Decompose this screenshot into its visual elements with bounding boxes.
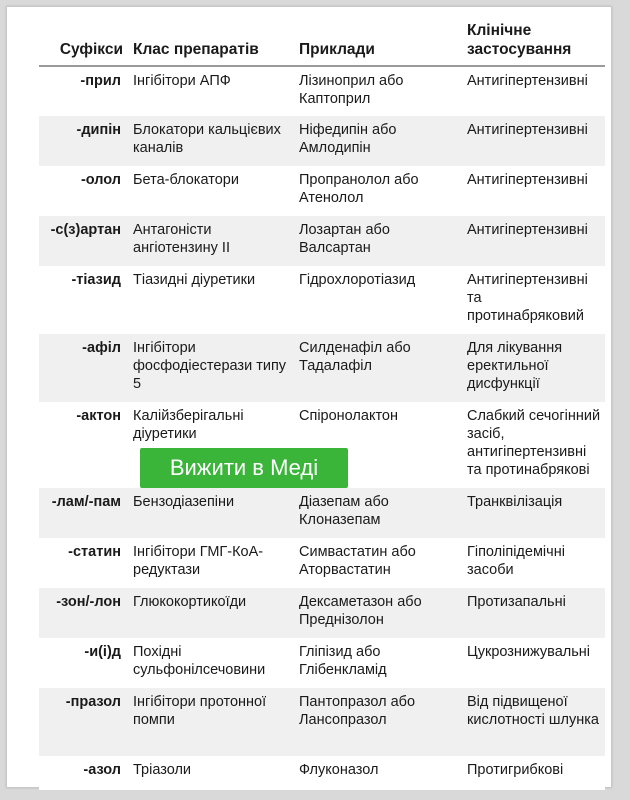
class-cell: Інгібітори ГМГ-КоА-редуктази <box>133 544 264 578</box>
class-cell: Бензодіазепіни <box>133 494 235 510</box>
clinical-use-cell: Слабкий сечогінний засіб, антигіпертензивні та протинабрякові <box>467 408 601 478</box>
table-row <box>39 166 605 216</box>
clinical-use-cell: Антигіпертензивні <box>467 172 588 188</box>
suffix-cell: -прил <box>80 73 121 89</box>
examples-cell: Дексаметазон або Преднізолон <box>299 594 422 628</box>
clinical-use-cell: Антигіпертензивні та протинабряковий <box>467 272 588 324</box>
examples-cell: Лозартан або Валсартан <box>299 222 390 256</box>
class-cell: Тріазоли <box>133 762 192 778</box>
examples-cell: Гідрохлоротіазид <box>299 272 416 288</box>
header-suffix: Суфікси <box>59 41 123 58</box>
class-cell: Інгібітори фосфодіестерази типу 5 <box>133 340 287 392</box>
table-row <box>39 66 605 116</box>
examples-cell: Діазепам або Клоназепам <box>299 494 389 528</box>
clinical-use-cell: Антигіпертензивні <box>467 222 588 238</box>
suffix-cell: -олол <box>80 172 121 188</box>
table-row <box>39 488 605 538</box>
table-row <box>39 638 605 688</box>
suffix-cell: -лам/-пам <box>51 494 121 510</box>
examples-cell: Симвастатин або Аторвастатин <box>299 544 416 578</box>
suffix-cell: -с(з)артан <box>50 222 121 238</box>
examples-cell: Флуконазол <box>299 762 379 778</box>
table-row <box>39 588 605 638</box>
watermark-badge: Вижити в Меді <box>140 448 348 488</box>
suffix-cell: -зон/-лон <box>56 594 121 610</box>
header-clinical: Клінічне застосування <box>467 22 572 58</box>
suffix-cell: -празол <box>65 694 121 710</box>
suffix-cell: -статин <box>68 544 121 560</box>
header-class: Клас препаратів <box>133 41 259 58</box>
suffix-cell: -тіазид <box>71 272 121 288</box>
clinical-use-cell: Транквілізація <box>467 494 563 510</box>
table-header-row <box>39 13 605 66</box>
examples-cell: Ніфедипін або Амлодипін <box>299 122 397 156</box>
class-cell: Бета-блокатори <box>133 172 239 188</box>
table-row <box>39 216 605 266</box>
clinical-use-cell: Протизапальні <box>467 594 566 610</box>
clinical-use-cell: Цукрознижувальні <box>467 644 591 660</box>
class-cell: Тіазидні діуретики <box>133 272 256 288</box>
class-cell: Калійзберігальні діуретики <box>133 408 244 442</box>
class-cell: Інгібітори протонної помпи <box>133 694 267 728</box>
examples-cell: Спіронолактон <box>299 408 399 424</box>
suffix-cell: -афіл <box>82 340 121 356</box>
header-examples: Приклади <box>299 41 375 58</box>
clinical-use-cell: Гіполіпідемічні засоби <box>467 544 565 578</box>
document-frame <box>6 6 612 788</box>
suffix-cell: -актон <box>76 408 121 424</box>
clinical-use-cell: Від підвищеної кислотності шлунка <box>467 694 599 728</box>
drug-suffix-table <box>39 13 605 790</box>
table-row <box>39 116 605 166</box>
class-cell: Антагоністи ангіотензину II <box>133 222 230 256</box>
table-row <box>39 688 605 756</box>
class-cell: Інгібітори АПФ <box>133 73 231 89</box>
examples-cell: Лізиноприл або Каптоприл <box>299 73 404 107</box>
clinical-use-cell: Антигіпертензивні <box>467 73 588 89</box>
examples-cell: Пантопразол або Лансопразол <box>299 694 416 728</box>
suffix-cell: -и(і)д <box>84 644 121 660</box>
clinical-use-cell: Антигіпертензивні <box>467 122 588 138</box>
class-cell: Блокатори кальцієвих каналів <box>133 122 281 156</box>
clinical-use-cell: Для лікування еректильної дисфункції <box>467 340 563 392</box>
table-row <box>39 756 605 790</box>
suffix-cell: -азол <box>83 762 121 778</box>
examples-cell: Пропранолол або Атенолол <box>299 172 419 206</box>
examples-cell: Силденафіл або Тадалафіл <box>299 340 411 374</box>
class-cell: Похідні сульфонілсечовини <box>133 644 266 678</box>
table-row <box>39 538 605 588</box>
clinical-use-cell: Протигрибкові <box>467 762 564 778</box>
table-row <box>39 266 605 334</box>
suffix-cell: -дипін <box>76 122 121 138</box>
table-row <box>39 334 605 402</box>
class-cell: Глюкокортикоїди <box>133 594 247 610</box>
examples-cell: Гліпізид або Глібенкламід <box>299 644 387 678</box>
